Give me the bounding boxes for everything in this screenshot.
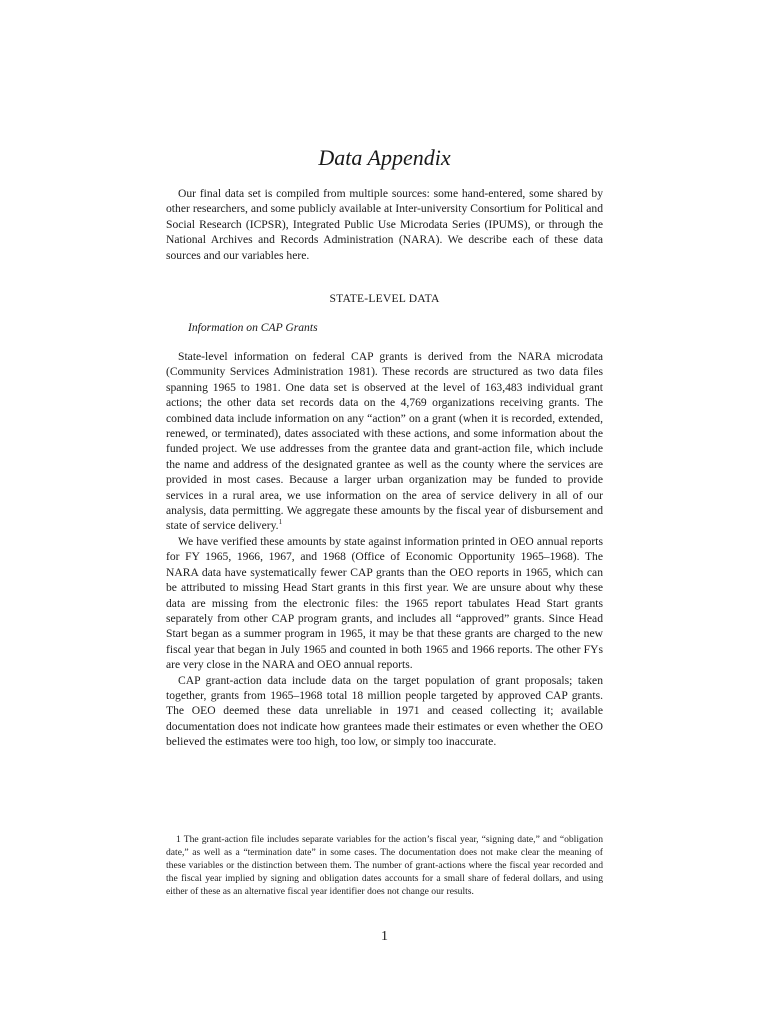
- intro-paragraph: Our final data set is compiled from multiple sources: some hand-entered, some shared by other researchers, and some publicly available at Inter-university Consortium for Political and Social Research (ICPSR), Integrated Public Use Microdata Series (IPUMS), or through the National Archives and Records Administration (NARA). We describe each of these data sources and our variables here.: [166, 187, 603, 262]
- footnote: [166, 833, 603, 898]
- paragraph-2: We have verified these amounts by state against information printed in OEO annual reports for FY 1965, 1966, 1967, and 1968 (Office of Economic Opportunity 1965–1968). The NARA data have systematically fewer CAP grants than the OEO reports in 1965, which can be attributed to missing Head Start grants in this first year. We are unsure about why these data are missing from the electronic files: the 1965 report tabulates Head Start grants separately from other CAP program grants, and includes all “approved” grants. Since Head Start began as a summer program in 1965, it may be that these grants are charged to the new fiscal year that began in July 1965 and counted in both 1965 and 1966 reports. The other FYs are very close in the NARA and OEO annual reports.: [166, 534, 603, 672]
- page-number: 1: [381, 929, 388, 944]
- page-title: Data Appendix: [318, 145, 451, 170]
- footnote-reference[interactable]: 1: [278, 518, 283, 527]
- body-text: [166, 349, 603, 750]
- footnote-number: 1: [176, 834, 181, 845]
- paragraph-1-text: State-level information on federal CAP grants is derived from the NARA microdata (Community Services Administration 1981). These records are structured as two data files spanning 1965 to 1981. One data set is observed at the level of 163,483 individual grant actions; the other data set records data on the 4,769 organizations receiving grants. The combined data include information on any “action” on a grant (when it is recorded, extended, renewed, or terminated), dates associated with these actions, and some information about the funded project. We use addresses from the grantee data and grant-action file, which include the name and address of the designated grantee as well as the county where the services are provided in most cases. Because a larger urban organization may be funded to provide services in a rural area, we use information on the area of service delivery in all of our analysis, data permitting. We aggregate these amounts by the fiscal year of disbursement and state of service delivery.: [166, 350, 603, 533]
- section-heading: STATE-LEVEL DATA: [329, 292, 440, 305]
- paragraph-1: [166, 349, 603, 534]
- footnote-text: The grant-action file includes separate variables for the action’s fiscal year, “signing date,” and “obligation date,” as well as a “termination date” in some cases. The documentation does not make clear the meaning of these variables or the distinction between them. The number of grant-actions where the fiscal year recorded and the fiscal year implied by signing and obligation dates accounts for a small share of federal dollars, and using either of these as an alternative fiscal year identifier does not change our results.: [166, 834, 603, 898]
- subsection-heading: Information on CAP Grants: [188, 321, 318, 334]
- paragraph-3: CAP grant-action data include data on the target population of grant proposals; taken together, grants from 1965–1968 total 18 million people targeted by approved CAP grants. The OEO deemed these data unreliable in 1971 and ceased collecting it; available documentation does not indicate how grantees made their estimates or even whether the OEO believed the estimates were too high, too low, or simply too inaccurate.: [166, 673, 603, 749]
